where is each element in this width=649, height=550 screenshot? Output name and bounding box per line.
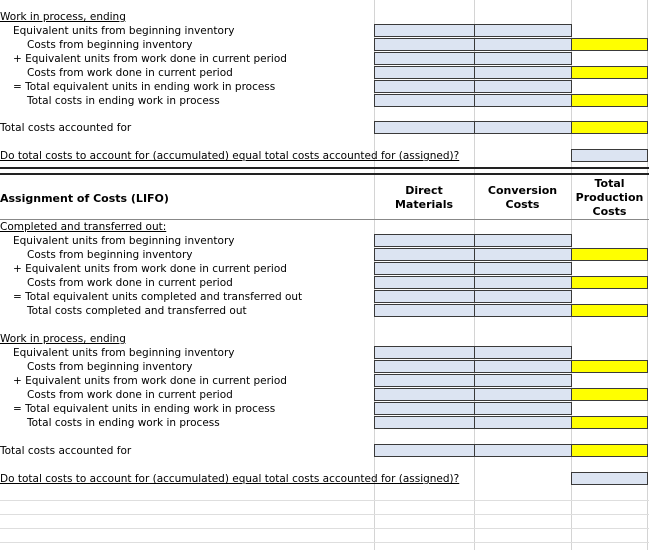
- direct-materials-cell[interactable]: [374, 416, 475, 429]
- conversion-costs-cell[interactable]: [474, 304, 572, 317]
- check-question: Do total costs to account for (accumulated) equal total costs accounted for (assigned)?: [0, 473, 460, 485]
- row-label: = Total equivalent units completed and transferred out: [13, 291, 303, 303]
- total-cost-cell[interactable]: [571, 416, 648, 429]
- wip-heading: Work in process, ending: [0, 11, 126, 23]
- total-cost-cell[interactable]: [571, 360, 648, 373]
- total-cost-cell[interactable]: [571, 121, 648, 134]
- conversion-costs-cell[interactable]: [474, 346, 572, 359]
- row-label: Equivalent units from beginning inventory: [13, 235, 235, 247]
- gridline: [0, 542, 649, 543]
- row-label: Costs from work done in current period: [27, 277, 233, 289]
- direct-materials-cell[interactable]: [374, 346, 475, 359]
- total-cost-cell[interactable]: [571, 38, 648, 51]
- direct-materials-cell[interactable]: [374, 262, 475, 275]
- table-row[interactable]: [0, 80, 649, 94]
- direct-materials-cell[interactable]: [374, 248, 475, 261]
- wip-heading: Work in process, ending: [0, 333, 126, 345]
- table-row[interactable]: [0, 52, 649, 66]
- direct-materials-cell[interactable]: [374, 402, 475, 415]
- row-label: Costs from work done in current period: [27, 67, 233, 79]
- table-row[interactable]: [0, 360, 649, 374]
- check-row[interactable]: [0, 149, 649, 163]
- direct-materials-cell[interactable]: [374, 374, 475, 387]
- conversion-costs-cell[interactable]: [474, 262, 572, 275]
- conversion-costs-cell[interactable]: [474, 80, 572, 93]
- conversion-costs-cell[interactable]: [474, 24, 572, 37]
- table-row[interactable]: [0, 304, 649, 318]
- total-accounted-row[interactable]: [0, 121, 649, 135]
- gridline: [0, 514, 649, 515]
- wip-heading-row[interactable]: [0, 10, 649, 24]
- section-divider: [0, 173, 649, 175]
- direct-materials-cell[interactable]: [374, 66, 475, 79]
- row-label: Costs from beginning inventory: [27, 39, 193, 51]
- total-cost-cell[interactable]: [571, 248, 648, 261]
- total-cost-cell[interactable]: [571, 304, 648, 317]
- conversion-costs-cell[interactable]: [474, 290, 572, 303]
- conversion-costs-cell[interactable]: [474, 388, 572, 401]
- conversion-costs-cell[interactable]: [474, 402, 572, 415]
- row-label: = Total equivalent units in ending work in process: [13, 403, 276, 415]
- check-answer-cell[interactable]: [571, 149, 648, 162]
- table-row[interactable]: [0, 262, 649, 276]
- table-row[interactable]: [0, 38, 649, 52]
- row-label: Costs from beginning inventory: [27, 361, 193, 373]
- conversion-costs-cell[interactable]: [474, 374, 572, 387]
- table-row[interactable]: [0, 94, 649, 108]
- conversion-costs-header: Conversion Costs: [487, 184, 558, 211]
- total-production-costs-header: Total Production Costs: [575, 177, 644, 218]
- direct-materials-cell[interactable]: [374, 38, 475, 51]
- direct-materials-cell[interactable]: [374, 276, 475, 289]
- table-row[interactable]: [0, 416, 649, 430]
- total-accounted-label: Total costs accounted for: [0, 445, 132, 457]
- conversion-costs-cell[interactable]: [474, 248, 572, 261]
- row-label: Equivalent units from beginning inventory: [13, 347, 235, 359]
- row-label: + Equivalent units from work done in current period: [13, 263, 287, 275]
- total-accounted-label: Total costs accounted for: [0, 122, 132, 134]
- row-label: + Equivalent units from work done in current period: [13, 375, 287, 387]
- conversion-costs-cell[interactable]: [474, 94, 572, 107]
- direct-materials-cell[interactable]: [374, 304, 475, 317]
- table-row[interactable]: [0, 388, 649, 402]
- direct-materials-cell[interactable]: [374, 94, 475, 107]
- direct-materials-cell[interactable]: [374, 24, 475, 37]
- row-label: + Equivalent units from work done in current period: [13, 53, 287, 65]
- total-cost-cell[interactable]: [571, 276, 648, 289]
- conversion-costs-cell[interactable]: [474, 276, 572, 289]
- total-accounted-row[interactable]: [0, 444, 649, 458]
- direct-materials-cell[interactable]: [374, 360, 475, 373]
- row-label: Total costs in ending work in process: [27, 95, 220, 107]
- row-label: = Total equivalent units in ending work in process: [13, 81, 276, 93]
- direct-materials-cell[interactable]: [374, 234, 475, 247]
- table-row[interactable]: [0, 24, 649, 38]
- row-label: Costs from beginning inventory: [27, 249, 193, 261]
- wip-heading-row[interactable]: [0, 332, 649, 346]
- row-label: Equivalent units from beginning inventory: [13, 25, 235, 37]
- conversion-costs-cell[interactable]: [474, 360, 572, 373]
- table-row[interactable]: [0, 248, 649, 262]
- table-row[interactable]: [0, 276, 649, 290]
- gridline: [0, 500, 649, 501]
- conversion-costs-cell[interactable]: [474, 38, 572, 51]
- table-row[interactable]: [0, 346, 649, 360]
- table-row[interactable]: [0, 290, 649, 304]
- completed-heading: Completed and transferred out:: [0, 221, 167, 233]
- direct-materials-cell[interactable]: [374, 444, 475, 457]
- table-row[interactable]: [0, 374, 649, 388]
- direct-materials-cell[interactable]: [374, 52, 475, 65]
- table-row[interactable]: [0, 234, 649, 248]
- conversion-costs-cell[interactable]: [474, 52, 572, 65]
- assignment-title: Assignment of Costs (LIFO): [0, 192, 169, 205]
- check-answer-cell[interactable]: [571, 472, 648, 485]
- direct-materials-cell[interactable]: [374, 290, 475, 303]
- row-label: Total costs completed and transferred out: [27, 305, 247, 317]
- total-cost-cell[interactable]: [571, 94, 648, 107]
- total-cost-cell[interactable]: [571, 66, 648, 79]
- conversion-costs-cell[interactable]: [474, 234, 572, 247]
- section-divider: [0, 167, 649, 169]
- table-row[interactable]: [0, 402, 649, 416]
- gridline: [0, 528, 649, 529]
- direct-materials-cell[interactable]: [374, 121, 475, 134]
- conversion-costs-cell[interactable]: [474, 444, 572, 457]
- row-label: Costs from work done in current period: [27, 389, 233, 401]
- completed-heading-row[interactable]: [0, 220, 649, 234]
- check-row[interactable]: [0, 472, 649, 486]
- direct-materials-header: Direct Materials: [394, 184, 454, 211]
- conversion-costs-cell[interactable]: [474, 416, 572, 429]
- conversion-costs-cell[interactable]: [474, 121, 572, 134]
- table-row[interactable]: [0, 66, 649, 80]
- row-label: Total costs in ending work in process: [27, 417, 220, 429]
- direct-materials-cell[interactable]: [374, 80, 475, 93]
- total-cost-cell[interactable]: [571, 444, 648, 457]
- direct-materials-cell[interactable]: [374, 388, 475, 401]
- check-question: Do total costs to account for (accumulated) equal total costs accounted for (assigned)?: [0, 150, 460, 162]
- total-cost-cell[interactable]: [571, 388, 648, 401]
- conversion-costs-cell[interactable]: [474, 66, 572, 79]
